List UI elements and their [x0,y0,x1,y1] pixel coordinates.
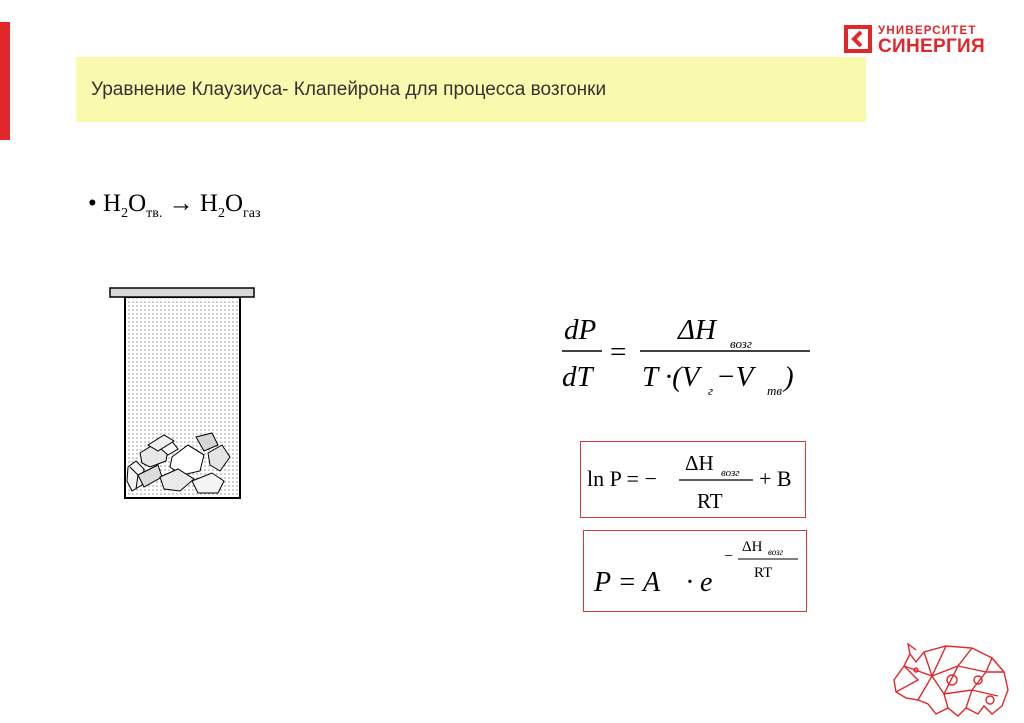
ln-tail-b: + B [759,466,792,491]
logo-line2: СИНЕРГИЯ [878,36,985,57]
den-dt: dT [562,361,593,393]
university-logo [844,25,1004,57]
num-dp: dP [564,314,597,346]
ln-p-lhs: ln P = − [587,466,657,491]
product-h: H [199,190,218,217]
exp-num-delta-h: ΔH [742,539,763,555]
reaction-bullet [88,190,261,222]
left-accent-bar [0,22,10,140]
rhino-logo-icon [888,636,1013,721]
ln-den-rt: RT [697,489,723,513]
logo-line1: УНИВЕРСИТЕТ [878,25,977,37]
reaction-arrow: → [168,190,194,217]
exp-den-rt: RT [754,565,773,581]
synergy-logo-icon [844,25,872,53]
ln-num-delta-h: ΔH [685,451,714,475]
exp-num-sub: возг [768,547,784,557]
title-band [76,57,866,122]
product-phase: газ [243,206,261,221]
num-sub-vozg: возг [730,336,752,351]
reactant-sub-2: 2 [121,206,129,221]
beaker-with-ice-icon [108,285,256,501]
num-delta-h: ΔH [678,314,716,346]
exp-lhs: P = A [594,567,661,598]
clapeyron-equation [558,306,828,401]
equals-sign: = [610,336,627,368]
den-close: ) [784,361,794,393]
product-sub-2: 2 [217,206,225,221]
den-sub-tv: тв [767,383,783,398]
slide-title: Уравнение Клаузиуса- Клапейрона для процесса возгонки [91,79,607,100]
exp-minus: − [724,548,734,565]
product-o: O [224,190,243,217]
ln-num-sub: возг [721,467,740,479]
reactant-o: O [128,190,147,217]
den-minus-v: −V [716,361,754,393]
den-sub-g: г [708,383,714,398]
exp-equation-box [583,530,807,612]
exp-dot-e: · e [686,567,713,598]
reactant-h: H [103,190,122,217]
reactant-phase: тв. [146,206,163,221]
den-t-v: T ·(V [642,361,700,393]
bullet-marker: • [88,190,97,217]
ln-p-equation-box [580,441,806,518]
